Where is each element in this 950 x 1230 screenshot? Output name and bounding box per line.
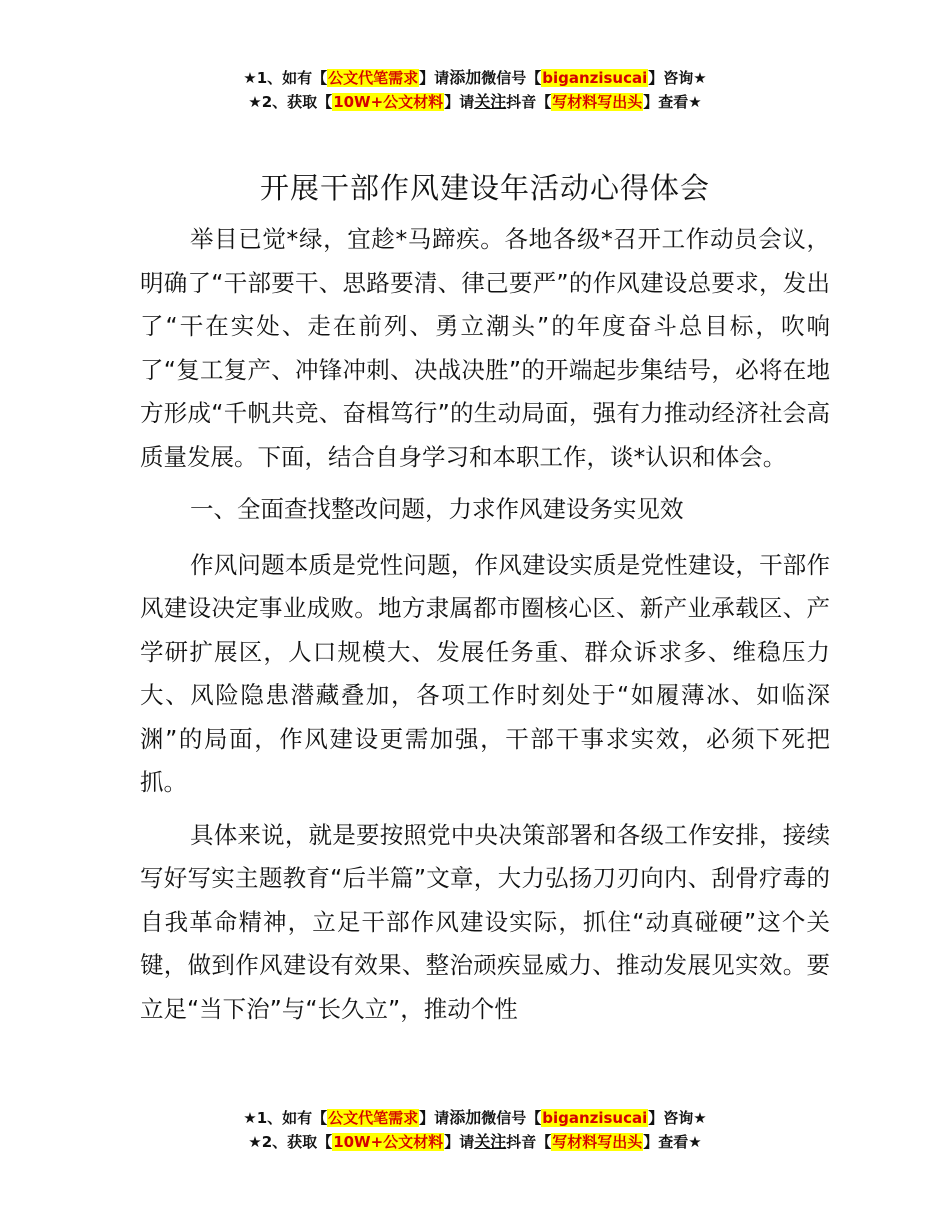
highlight-materials: 10W+公文材料	[333, 1133, 444, 1151]
star-icon: ★	[243, 69, 257, 87]
highlight-materials: 10W+公文材料	[333, 93, 444, 111]
highlight-wechat-id: biganzisucai	[542, 69, 648, 87]
highlight-service: 公文代笔需求	[328, 1109, 419, 1127]
star-icon: ★	[248, 93, 262, 111]
banner-line-1: ★1、如有【公文代笔需求】请添加微信号【biganzisucai】咨询★	[243, 1108, 707, 1127]
paragraph-3: 具体来说，就是要按照党中央决策部署和各级工作安排，接续写好写实主题教育“后半篇”文章，大力弘扬刀刃向内、刮骨疗毒的自我革命精神，立足干部作风建设实际，抓住“动真碰硬”这个关键，做到作风建设有效果、整治顽疾显威力、推动发展见实效。要立足“当下治”与“长久立”，推动个性	[140, 820, 830, 1023]
paragraph-intro: 举目已觉*绿，宜趁*马蹄疾。各地各级*召开工作动员会议，明确了“干部要干、思路要清、律己要严”的作风建设总要求，发出了“干在实处、走在前列、勇立潮头”的年度奋斗总目标，吹响了“复工复产、冲锋冲刺、决战决胜”的开端起步集结号，必将在地方形成“千帆共竞、奋楫笃行”的生动局面，强有力推动经济社会高质量发展。下面，结合自身学习和本职工作，谈*认识和体会。	[140, 225, 830, 471]
document-body	[140, 168, 830, 1040]
footer-banner	[0, 1106, 950, 1154]
highlight-wechat-id: biganzisucai	[542, 1109, 648, 1127]
banner-line-2: ★2、获取【10W+公文材料】请关注抖音【写材料写出头】查看★	[248, 92, 702, 111]
highlight-service: 公文代笔需求	[328, 69, 419, 87]
star-icon: ★	[243, 1109, 257, 1127]
highlight-douyin: 写材料写出头	[552, 1133, 643, 1151]
header-banner	[0, 66, 950, 114]
section-heading-1: 一、全面查找整改问题，力求作风建设务实见效	[190, 495, 684, 523]
paragraph-2: 作风问题本质是党性问题，作风建设实质是党性建设，干部作风建设决定事业成败。地方隶属都市圈核心区、新产业承载区、产学研扩展区，人口规模大、发展任务重、群众诉求多、维稳压力大、风险隐患潜藏叠加，各项工作时刻处于“如履薄冰、如临深渊”的局面，作风建设更需加强，干部干事求实效，必须下死把抓。	[140, 550, 830, 796]
banner-line-2: ★2、获取【10W+公文材料】请关注抖音【写材料写出头】查看★	[248, 1132, 702, 1151]
banner-line-1: ★1、如有【公文代笔需求】请添加微信号【biganzisucai】咨询★	[243, 68, 707, 87]
document-title: 开展干部作风建设年活动心得体会	[259, 171, 710, 205]
star-icon: ★	[248, 1133, 262, 1151]
highlight-douyin: 写材料写出头	[552, 93, 643, 111]
